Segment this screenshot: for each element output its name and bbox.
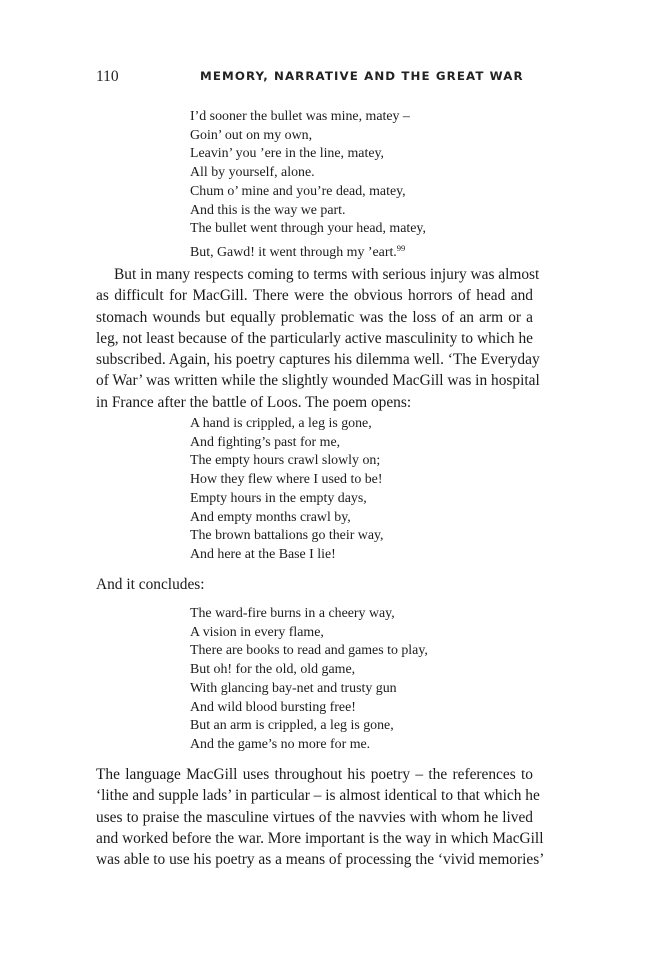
body-paragraph-3 xyxy=(96,764,545,870)
paragraph-line: But in many respects coming to terms with serious injury was almost xyxy=(114,266,540,283)
verse-line: The ward-fire burns in a cheery way, xyxy=(190,606,395,621)
verse-line: And this is the way we part. xyxy=(190,202,346,218)
verse-line: The brown battalions go their way, xyxy=(190,528,384,544)
verse-line: But an arm is crippled, a leg is gone, xyxy=(190,718,394,734)
poem-stanza-3 xyxy=(190,605,428,755)
page-header xyxy=(96,68,536,90)
paragraph-line: in France after the battle of Loos. The poem opens: xyxy=(96,393,412,411)
body-paragraph-1 xyxy=(96,264,540,413)
paragraph-line: ‘lithe and supple lads’ in particular – is almost identical to that which he xyxy=(96,787,540,805)
verse-line: And the game’s no more for me. xyxy=(190,736,371,752)
verse-line: All by yourself, alone. xyxy=(190,165,315,181)
verse-line: Leavin’ you ’ere in the line, matey, xyxy=(190,146,384,162)
verse-line: Chum o’ mine and you’re dead, matey, xyxy=(190,183,406,199)
verse-line: But oh! for the old, old game, xyxy=(190,662,356,678)
footnote-reference: 99 xyxy=(396,242,406,253)
paragraph-line: as difficult for MacGill. There were the obvious horrors of head and xyxy=(96,287,533,305)
verse-line-text: But, Gawd! it went through my ’eart. xyxy=(190,244,397,260)
verse-line: With glancing bay-net and trusty gun xyxy=(190,680,397,696)
verse-line: There are books to read and games to play, xyxy=(190,643,428,659)
verse-line: A hand is crippled, a leg is gone, xyxy=(190,416,372,431)
verse-line: The empty hours crawl slowly on; xyxy=(190,453,381,469)
verse-line: And wild blood bursting free! xyxy=(190,699,356,715)
verse-line: And fighting’s past for me, xyxy=(190,434,341,450)
paragraph-line: subscribed. Again, his poetry captures his dilemma well. ‘The Everyday xyxy=(96,351,540,369)
verse-line: And here at the Base I lie! xyxy=(190,546,336,562)
paragraph-line: The language MacGill uses throughout his poetry – the references to xyxy=(96,766,533,783)
verse-line: How they flew where I used to be! xyxy=(190,472,383,488)
verse-line-final xyxy=(190,239,426,263)
paragraph-line: uses to praise the masculine virtues of the navvies with whom he lived xyxy=(96,808,533,826)
paragraph-line: was able to use his poetry as a means of processing the ‘vivid memories’ xyxy=(96,851,545,869)
paragraph-line: And it concludes: xyxy=(96,576,205,593)
running-head: MEMORY, NARRATIVE AND THE GREAT WAR xyxy=(200,69,524,83)
paragraph-line: stomach wounds but equally problematic was the loss of an arm or a xyxy=(96,308,533,326)
verse-line: And empty months crawl by, xyxy=(190,509,351,525)
paragraph-line: and worked before the war. More important is the way in which MacGill xyxy=(96,829,544,847)
verse-line: A vision in every flame, xyxy=(190,624,324,640)
poem-stanza-1 xyxy=(190,108,426,263)
body-paragraph-2 xyxy=(96,574,533,595)
paragraph-line: leg, not least because of the particularly active masculinity to which he xyxy=(96,329,533,347)
paragraph-line: of War’ was written while the slightly wounded MacGill was in hospital xyxy=(96,372,540,390)
verse-line: I’d sooner the bullet was mine, matey – xyxy=(190,109,410,124)
verse-line: Empty hours in the empty days, xyxy=(190,490,367,506)
page-number: 110 xyxy=(96,68,119,85)
verse-line: Goin’ out on my own, xyxy=(190,127,313,143)
verse-line: The bullet went through your head, matey, xyxy=(190,221,426,237)
poem-stanza-2 xyxy=(190,415,384,565)
